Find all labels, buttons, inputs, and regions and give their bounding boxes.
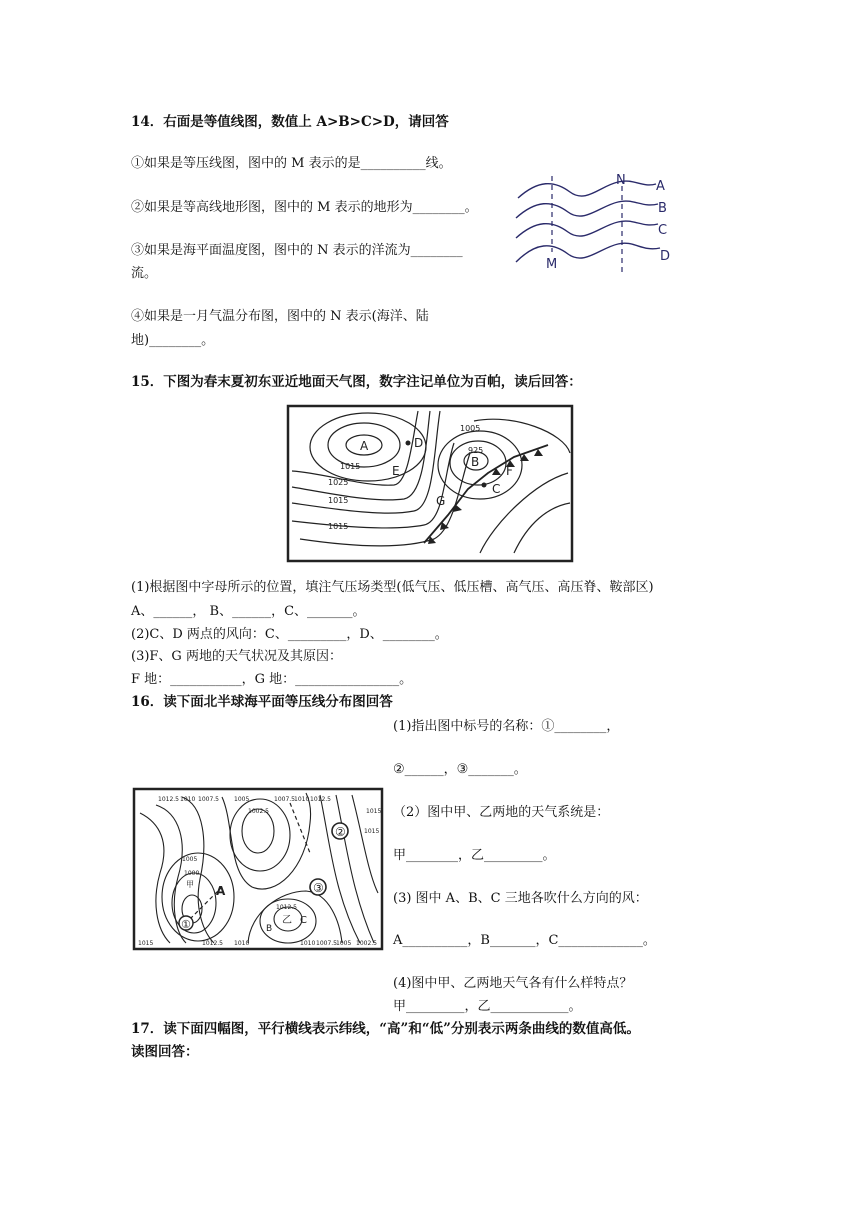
q14-label-N: N [616, 173, 626, 188]
q15-point-F: F [506, 464, 513, 478]
q14-line-4a: ④如果是一月气温分布图，图中的 N 表示(海洋、陆 [131, 309, 429, 324]
q15-point-D: D [414, 436, 424, 450]
q17-subtitle: 读图回答： [131, 1044, 199, 1060]
q14-line-1: ①如果是等压线图，图中的 M 表示的是__________线。 [131, 156, 452, 171]
q15-point-C: C [492, 482, 501, 496]
label-yi: 乙 [282, 915, 292, 926]
top-value: 1012.5 [310, 796, 331, 803]
q15-line-4: (3)F、G 两地的天气状况及其原因： [131, 649, 342, 664]
inner-value: 1015 [364, 828, 380, 835]
q15-point-B: B [471, 455, 480, 469]
inner-value: 1005 [182, 856, 198, 863]
bottom-value: 1012.5 [202, 940, 223, 947]
bottom-value: 1005 [336, 940, 352, 947]
q14-line-4b: 地)________。 [131, 333, 215, 348]
q15-isobar-label: 1015 [340, 462, 361, 471]
q15-point-G: G [436, 494, 446, 508]
q14-label-A: A [656, 179, 665, 194]
q16-line-2: ②______，③_______。 [393, 762, 527, 777]
top-value: 1007.5 [274, 796, 295, 803]
q15-isobar-label: 925 [468, 446, 484, 455]
bottom-value: 1010 [300, 940, 316, 947]
marker-2: ② [335, 825, 346, 839]
bottom-value: 1002.5 [356, 940, 377, 947]
top-value: 1005 [234, 796, 250, 803]
inner-value: 1012.5 [276, 904, 297, 911]
q14-line-3b: 流。 [131, 266, 158, 281]
q15-isobar-label: 1025 [328, 478, 349, 487]
q15-isobar-label: 1015 [328, 522, 349, 531]
q14-line-3a: ③如果是海平面温度图，图中的 N 表示的洋流为________ [131, 243, 463, 258]
top-value: 1015 [366, 808, 382, 815]
marker-3: ③ [313, 881, 324, 895]
q14-line-2: ②如果是等高线地形图，图中的 M 表示的地形为________。 [131, 200, 478, 215]
q15-weather-map [284, 403, 576, 568]
q15-point-E: E [392, 464, 400, 478]
bottom-value: 1015 [138, 940, 154, 947]
label-A: A [216, 884, 226, 898]
q16-line-6: A__________，B_______，C_____________。 [393, 933, 656, 948]
q15-line-3: (2)C、D 两点的风向：C、_________，D、________。 [131, 627, 448, 642]
q15-isobar-label: 1005 [460, 424, 481, 433]
bottom-value: 1010 [234, 940, 250, 947]
top-value: 1010 [294, 796, 310, 803]
inner-value: 1002.5 [248, 808, 269, 815]
q15-line-2: A、______， B、______，C、_______。 [131, 604, 366, 619]
q16-line-7: (4)图中甲、乙两地天气各有什么样特点？ [393, 976, 633, 991]
q15-isobar-label: 1015 [328, 496, 349, 505]
q14-label-M: M [546, 257, 558, 272]
q17-title: 17．读下面四幅图，平行横线表示纬线，“高”和“低”分别表示两条曲线的数值高低。 [131, 1021, 640, 1037]
top-value: 1012.5 [158, 796, 179, 803]
q15-title: 15．下图为春末夏初东亚近地面天气图，数字注记单位为百帕，读后回答： [131, 374, 582, 390]
top-value: 1007.5 [198, 796, 219, 803]
q16-isobar-map [130, 783, 386, 955]
q16-line-1: (1)指出图中标号的名称：①________， [393, 719, 620, 734]
q14-isoline-figure [510, 168, 690, 276]
q16-line-4: 甲________，乙_________。 [393, 848, 556, 863]
q15-line-5: F 地：___________，G 地：________________。 [131, 672, 413, 687]
bottom-value: 1007.5 [316, 940, 337, 947]
label-C: C [300, 915, 307, 926]
q16-line-5: (3) 图中 A、B、C 三地各吹什么方向的风： [393, 891, 648, 906]
q14-title: 14．右面是等值线图，数值上 A>B>C>D，请回答 [131, 114, 449, 130]
q14-label-B: B [658, 201, 667, 216]
inner-value: 1000 [184, 870, 200, 877]
marker-1: ① [181, 918, 191, 931]
label-B: B [266, 924, 273, 934]
q16-line-3: （2）图中甲、乙两地的天气系统是： [393, 805, 610, 820]
q15-point-A: A [360, 439, 369, 453]
q16-line-8: 甲_________，乙____________。 [393, 999, 582, 1014]
q15-line-1: (1)根据图中字母所示的位置，填注气压场类型(低气压、低压槽、高气压、高压脊、鞍部区) [131, 580, 654, 595]
q14-label-C: C [658, 223, 668, 238]
q16-title: 16．读下面北半球海平面等压线分布图回答 [131, 694, 393, 710]
top-value: 1010 [180, 796, 196, 803]
label-jia: 甲 [186, 880, 194, 889]
q14-label-D: D [660, 249, 671, 264]
